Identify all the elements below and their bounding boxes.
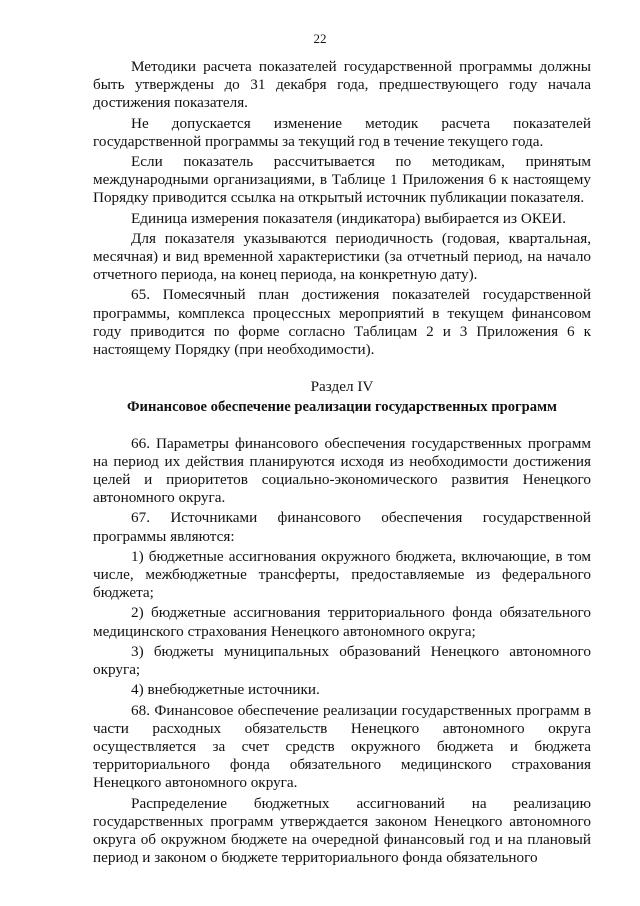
paragraph: Если показатель рассчитывается по методикам, принятым международными организациями, в Таблице 1 Приложения 6 к настоящему Порядку приводится ссылка на открытый источник публикации показателя. [93, 153, 591, 207]
paragraph: Для показателя указываются периодичность (годовая, квартальная, месячная) и вид временной характеристики (за отчетный период, на начало отчетного периода, на конец периода, на конкретную дату). [93, 229, 591, 284]
section-title: Финансовое обеспечение реализации государственных программ [127, 399, 557, 416]
list-item: 3) бюджеты муниципальных образований Ненецкого автономного округа; [93, 642, 591, 679]
document-body [93, 58, 591, 869]
list-item: 1) бюджетные ассигнования окружного бюджета, включающие, в том числе, межбюджетные трансферты, предоставляемые из федерального бюджета; [93, 547, 591, 602]
paragraph: Методики расчета показателей государственной программы должны быть утверждены до 31 декабря года, предшествующего году начала достижения показателя. [93, 58, 591, 112]
paragraph: Не допускается изменение методик расчета показателей государственной программы за текущий год в течение текущего года. [93, 114, 591, 150]
section-label: Раздел IV [310, 378, 374, 396]
paragraph: Распределение бюджетных ассигнований на реализацию государственных программ утверждается законом Ненецкого автономного округа об окружном бюджете на очередной финансовый год и на плановый период и законом о бюджете территориального фонда обязательного [93, 794, 591, 867]
paragraph: 65. Помесячный план достижения показателей государственной программы, комплекса процессных мероприятий в текущем финансовом году приводится по форме согласно Таблицам 2 и 3 Приложения 6 к настоящему Порядку (при необходимости). [93, 286, 591, 359]
paragraph: 68. Финансовое обеспечение реализации государственных программ в части расходных обязательств Ненецкого автономного округа осуществляется за счет средств окружного бюджета и бюджета территориального фонда обязательного медицинского страхования Ненецкого автономного округа. [93, 701, 591, 792]
paragraph: Единица измерения показателя (индикатора) выбирается из ОКЕИ. [131, 209, 566, 227]
list-item: 4) внебюджетные источники. [131, 681, 320, 699]
paragraph: 66. Параметры финансового обеспечения государственных программ на период их действия планируются исходя из необходимости достижения целей и приоритетов социально-экономического развития Ненецкого автономного округа. [93, 434, 591, 507]
paragraph: 67. Источниками финансового обеспечения государственной программы являются: [93, 509, 591, 545]
page-number: 22 [313, 31, 327, 46]
list-item: 2) бюджетные ассигнования территориального фонда обязательного медицинского страхования Ненецкого автономного округа; [93, 604, 591, 640]
